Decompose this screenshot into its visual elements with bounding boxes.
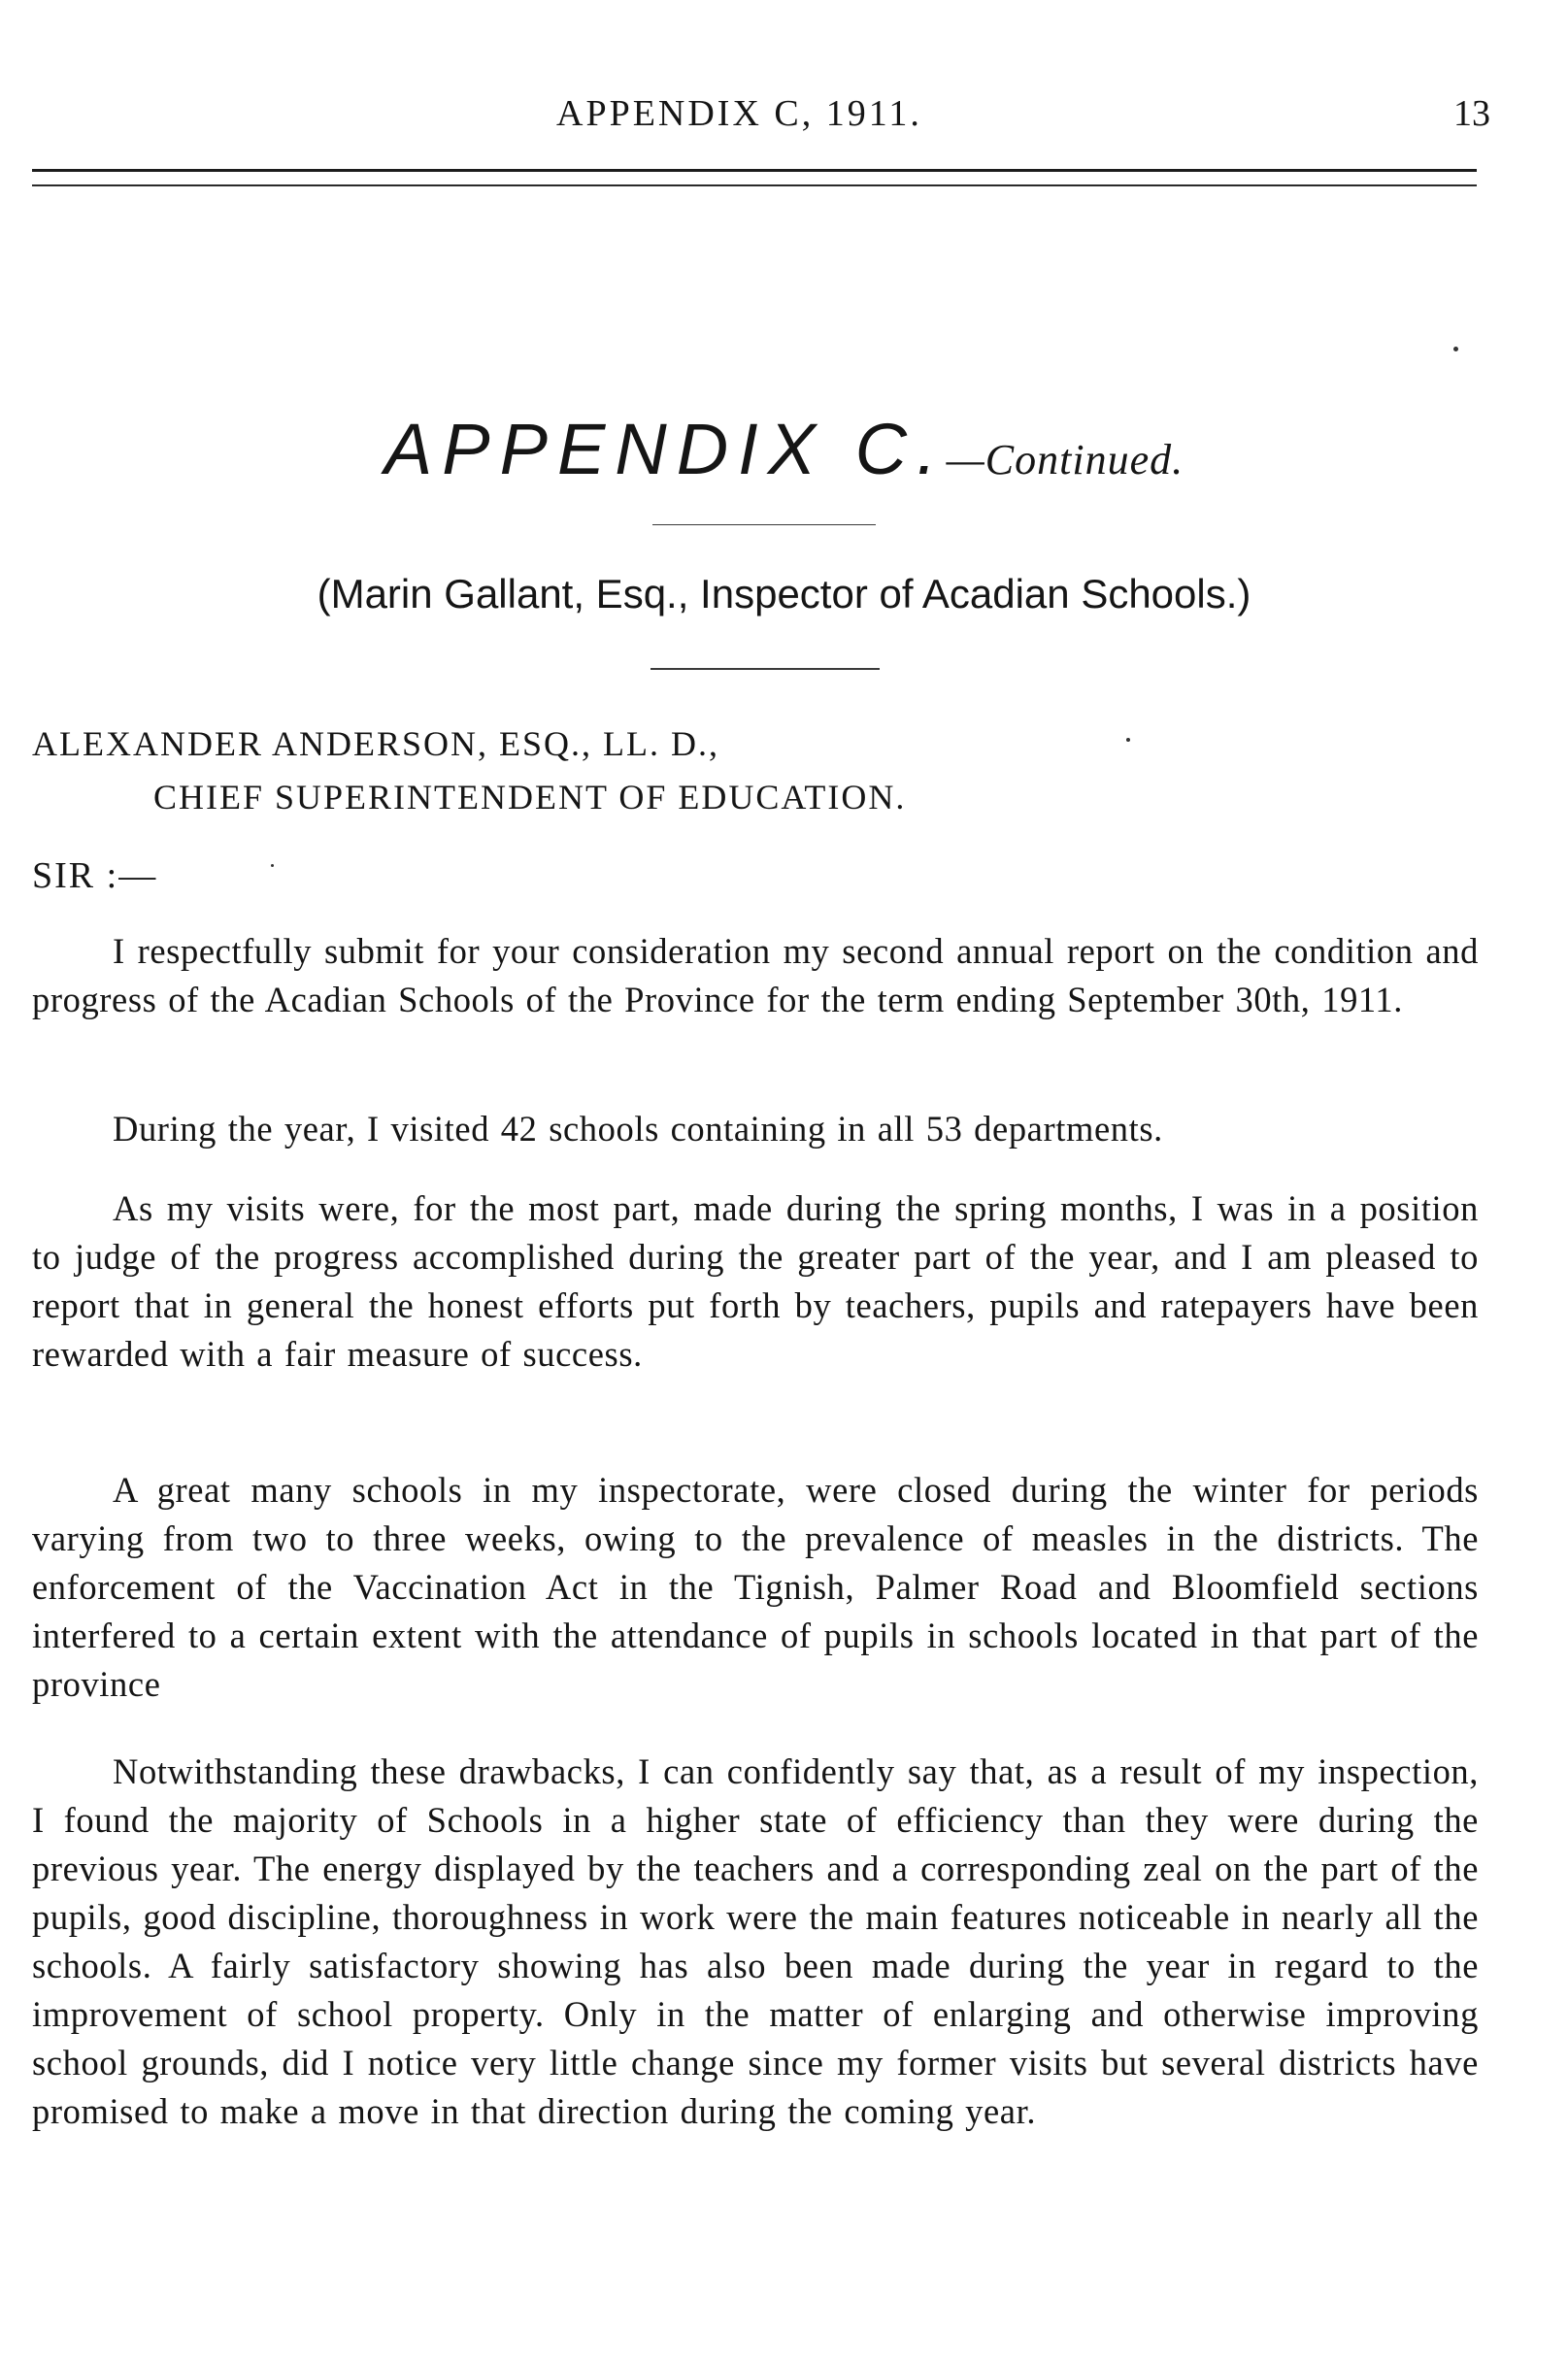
appendix-heading-main: APPENDIX C.: [384, 409, 947, 489]
byline-rule: [651, 668, 880, 670]
running-head: [0, 92, 1568, 141]
paragraph: [32, 1105, 1479, 1153]
paragraph-text: During the year, I visited 42 schools containing in all 53 departments.: [113, 1109, 1163, 1149]
appendix-heading-sub: —Continued.: [946, 436, 1184, 483]
paragraph: [32, 927, 1479, 1024]
print-speck: [1453, 347, 1458, 351]
heading-rule: [652, 524, 876, 525]
running-head-title: APPENDIX C, 1911.: [556, 93, 922, 134]
print-speck: [1126, 738, 1130, 742]
salutation: SIR :—: [32, 855, 158, 896]
header-rule-thick: [32, 169, 1477, 172]
paragraph-text: A great many schools in my inspectorate, were closed during the winter for periods varying from two to three weeks, owing to the prevalence of measles in the districts. The enforcement of the Vaccination Act in the Tignish, Palmer Road and Bloomfield sections interfered to a certain extent with the attendance of pupils in schools located in that part of the province: [32, 1470, 1479, 1704]
print-speck: [271, 864, 274, 867]
addressee-name: ALEXANDER ANDERSON, ESQ., LL. D.,: [32, 724, 719, 763]
paragraph: [32, 1748, 1479, 2136]
paragraph: [32, 1466, 1479, 1709]
paragraph-text: As my visits were, for the most part, made during the spring months, I was in a position to judge of the progress accomplished during the greater part of the year, and I am pleased to report that in general the honest efforts put forth by teachers, pupils and ratepayers have been rewarded with a fair measure of success.: [32, 1188, 1479, 1374]
page-number: 13: [1453, 93, 1490, 134]
addressee-title: CHIEF SUPERINTENDENT OF EDUCATION.: [153, 778, 907, 816]
appendix-heading: [0, 408, 1568, 490]
paragraph-text: I respectfully submit for your consideration my second annual report on the condition and progress of the Acadian Schools of the Province for the term ending September 30th, 1911.: [32, 931, 1479, 1019]
paragraph: [32, 1184, 1479, 1379]
byline: (Marin Gallant, Esq., Inspector of Acadian Schools.): [317, 571, 1251, 616]
header-rule-thin: [32, 184, 1477, 186]
paragraph-text: Notwithstanding these drawbacks, I can confidently say that, as a result of my inspection, I found the majority of Schools in a higher state of efficiency than they were during the previous year. The energy displayed by the teachers and a corresponding zeal on the part of the pupils, good discipline, thoroughness in work were the main features noticeable in nearly all the schools. A fairly satisfactory showing has also been made during the year in regard to the improvement of school property. Only in the matter of enlarging and otherwise improving school grounds, did I notice very little change since my former visits but several districts have promised to make a move in that direction during the coming year.: [32, 1751, 1479, 2131]
